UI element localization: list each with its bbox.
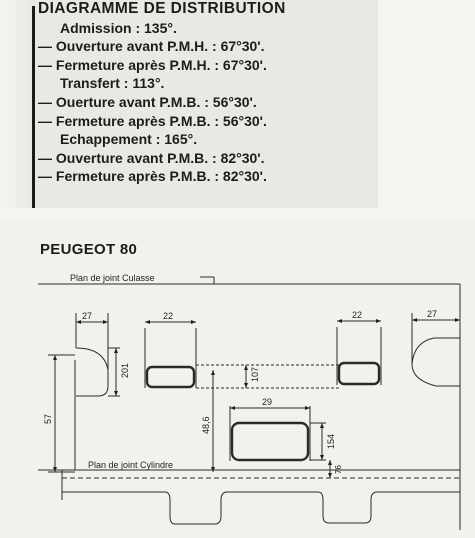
dim-29: 29 (262, 397, 273, 407)
right-port-notch (412, 338, 460, 386)
transfer-port-right (339, 363, 379, 384)
dim-27-right: 27 (427, 309, 438, 319)
diagram-title: PEUGEOT 80 (40, 241, 138, 258)
margin-rule (32, 6, 35, 208)
dim-76: 76 (334, 465, 343, 474)
dimension-arrows (53, 318, 460, 478)
port-diagram-panel (0, 220, 475, 538)
dim-107: 107 (250, 366, 260, 382)
dim-22-right: 22 (352, 310, 363, 320)
dim-57: 57 (43, 413, 53, 424)
dim-486: 48,6 (201, 416, 211, 434)
distribution-title: DIAGRAMME DE DISTRIBUTION (38, 0, 286, 17)
echappement-closing: — Fermeture après P.M.B. : 82°30'. (38, 168, 267, 185)
admission-closing: — Fermeture après P.M.H. : 67°30'. (38, 56, 267, 73)
admission-header: Admission : 135°. (60, 19, 177, 36)
dim-27-left: 27 (82, 311, 93, 321)
distribution-text (38, 0, 378, 186)
echappement-header: Echappement : 165°. (60, 131, 198, 148)
distribution-panel (0, 0, 378, 208)
dim-22-left: 22 (163, 311, 174, 321)
transfert-closing: — Fermeture après P.M.B. : 56°30'. (38, 112, 267, 129)
transfer-port-left (147, 367, 194, 387)
label-cylindre: Plan de joint Cylindre (88, 460, 174, 470)
port-diagram (0, 220, 475, 538)
cylinder-base-profile (62, 492, 460, 524)
dim-201: 201 (120, 362, 130, 378)
left-port-notch (76, 348, 108, 396)
admission-opening: — Ouverture avant P.M.H. : 67°30'. (38, 38, 265, 55)
label-culasse: Plan de joint Culasse (70, 273, 155, 283)
page-edge (0, 0, 30, 208)
echappement-opening: — Ouverture avant P.M.B. : 82°30'. (38, 149, 265, 166)
transfert-header: Transfert : 113°. (60, 75, 165, 92)
dim-154: 154 (326, 433, 336, 449)
transfert-opening: — Ouerture avant P.M.B. : 56°30'. (38, 93, 257, 110)
exhaust-port (232, 423, 308, 460)
